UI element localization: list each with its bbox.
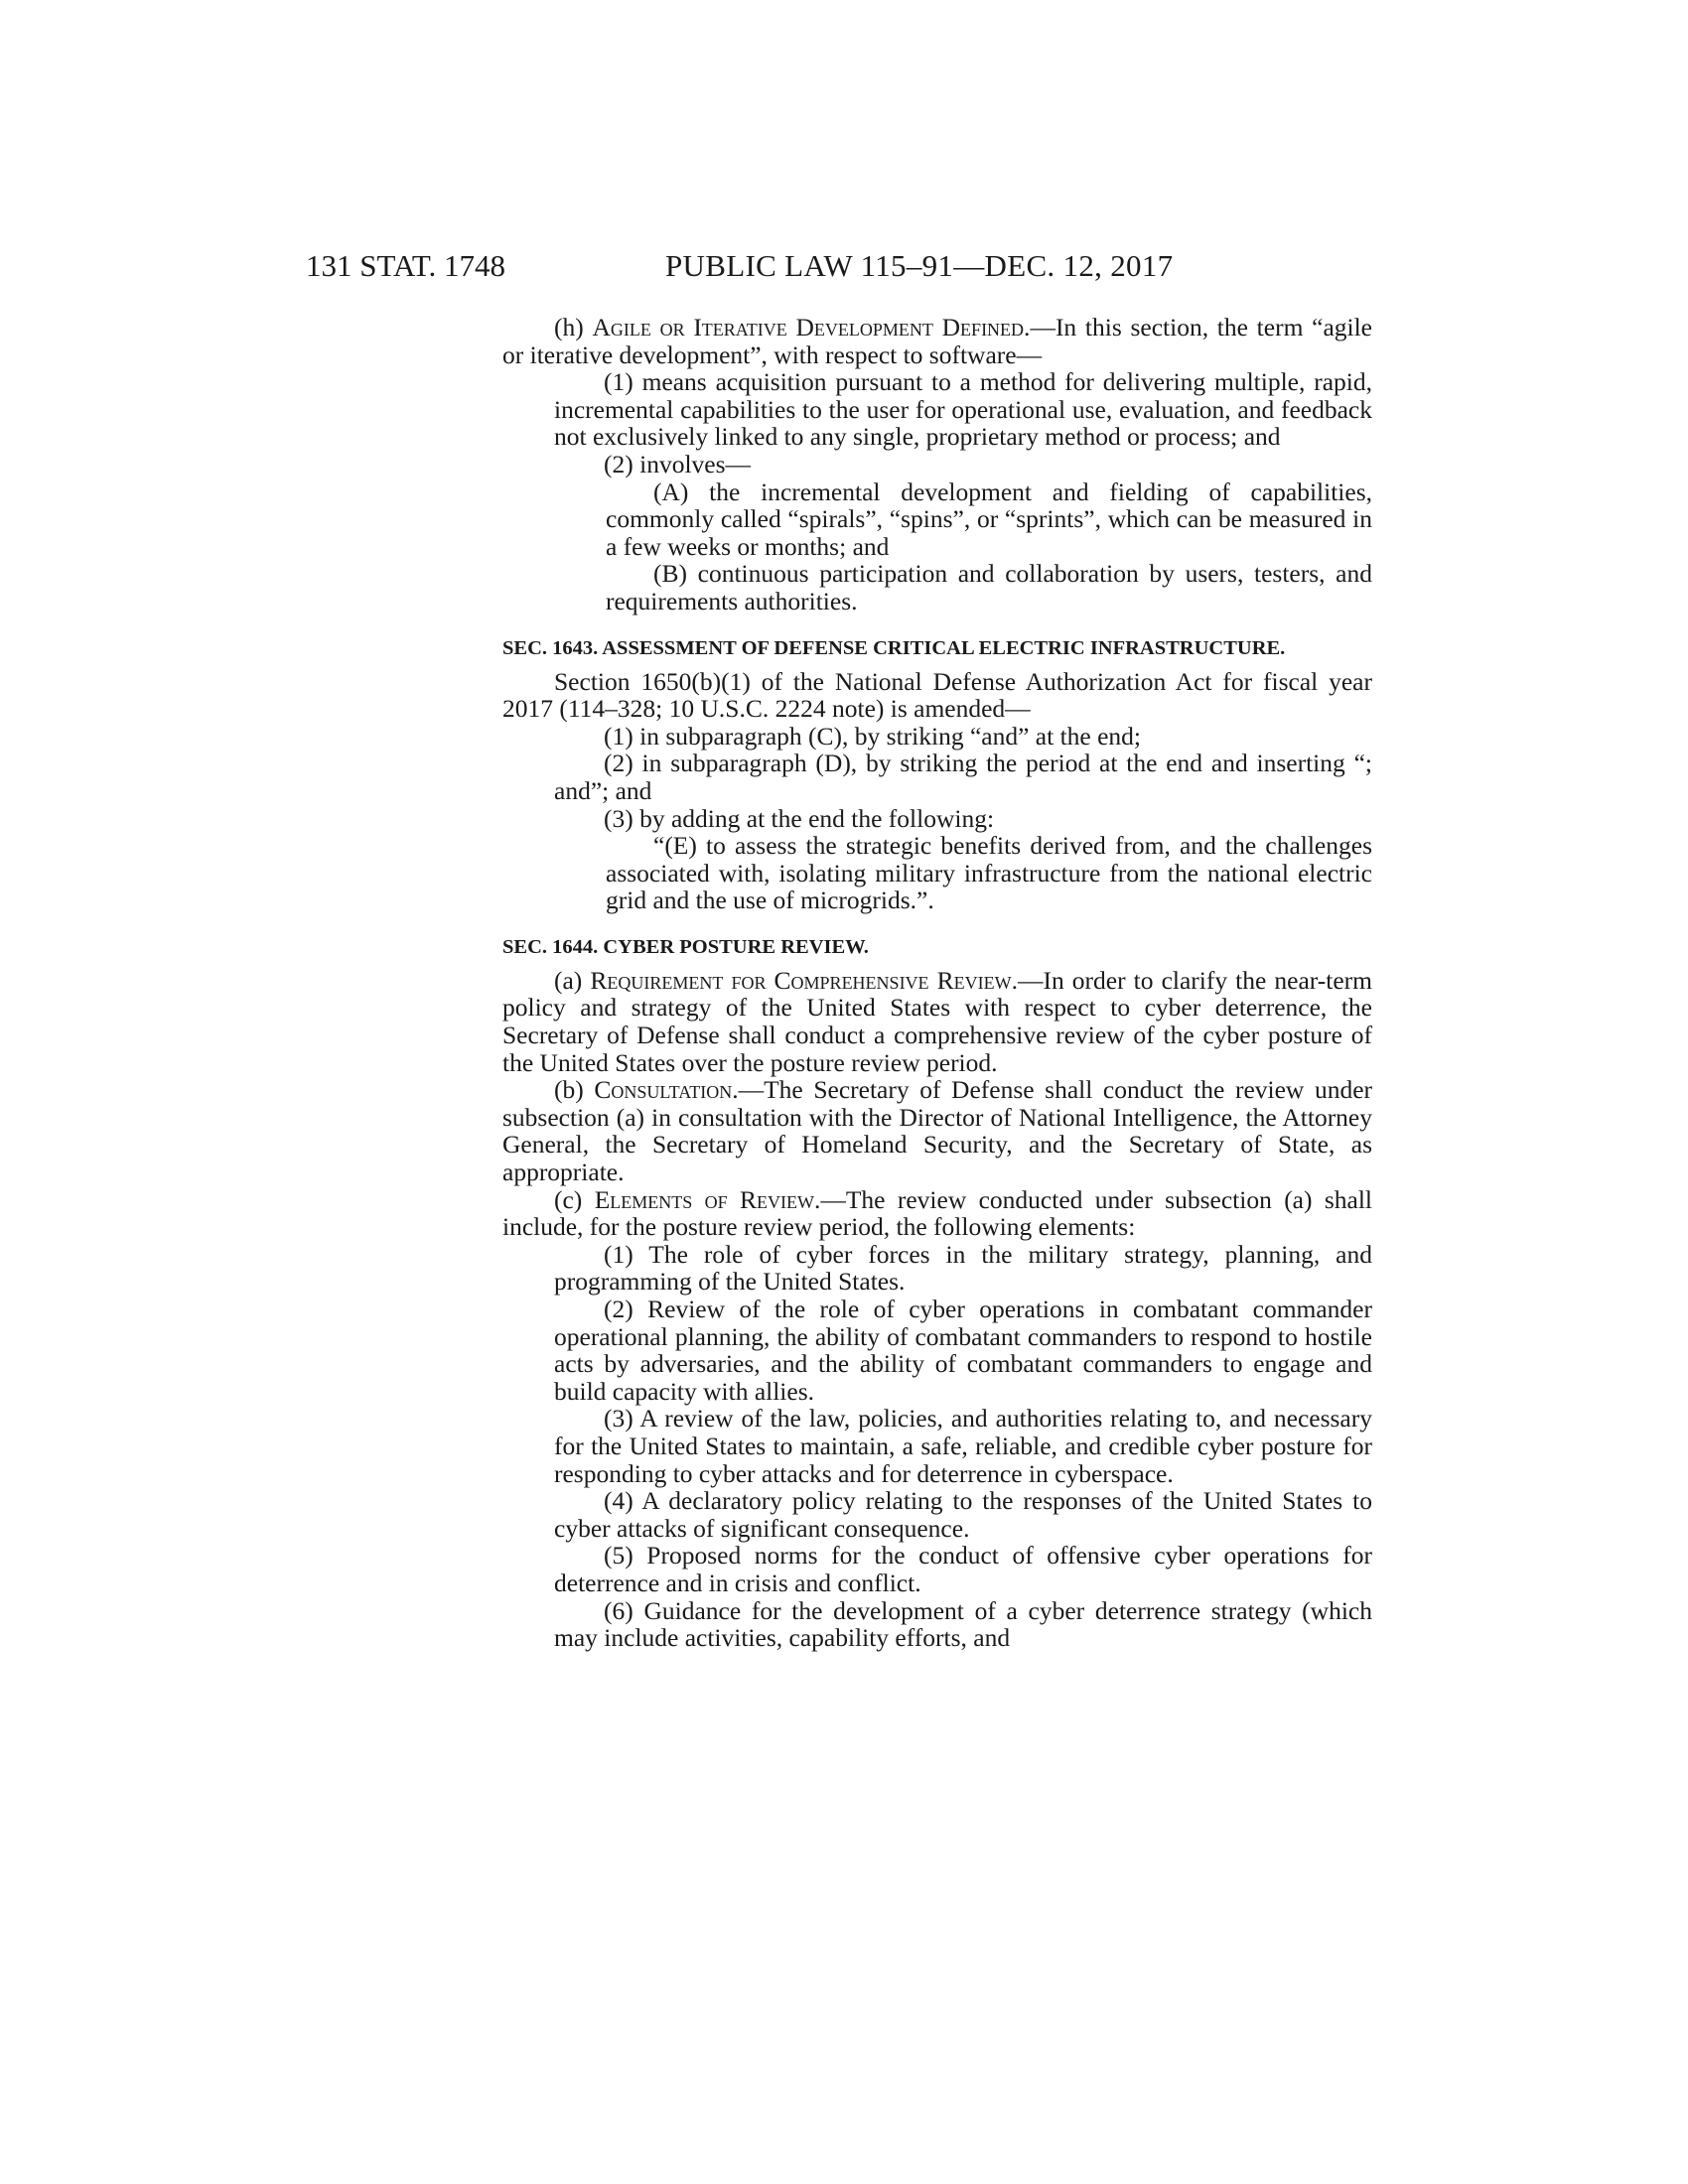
section-1643-paragraph-2: (2) in subparagraph (D), by striking the period at the end and inserting “; and”; and bbox=[554, 749, 1372, 805]
element-item-5: (5) Proposed norms for the conduct of offensive cyber operations for deterrence and in crisis and conflict. bbox=[554, 1541, 1372, 1597]
subsection-c-text: —The review conducted under subsection (a) shall include, for the posture review period, the following elements: bbox=[502, 1184, 1373, 1242]
subsection-1644-c bbox=[502, 1186, 1372, 1241]
section-1643-paragraph-1: (1) in subparagraph (C), by striking “and” at the end; bbox=[604, 721, 1142, 751]
section-1643-intro: Section 1650(b)(1) of the National Defense Authorization Act for fiscal year 2017 (114–328; 10 U.S.C. 2224 note) is amended— bbox=[502, 666, 1372, 724]
subsection-a-label: (a) bbox=[554, 965, 583, 995]
element-item-2: (2) Review of the role of cyber operations in combatant commander operational planning, the ability of combatant commanders to respond to hostile acts by adversaries, and the ability of combatant commanders to engage and build capacity with allies. bbox=[554, 1295, 1372, 1406]
subsection-1644-a bbox=[502, 967, 1372, 1076]
subsection-b-text: —The Secretary of Defense shall conduct the review under subsection (a) in consultation with the Director of National Intelligence, the Attorney General, the Secretary of Homeland Security, and the Secretary of State, as appropriate. bbox=[502, 1075, 1372, 1187]
subsection-b-label: (b) bbox=[554, 1075, 584, 1105]
element-item-3: (3) A review of the law, policies, and authorities relating to, and necessary for the United States to maintain, a safe, reliable, and credible cyber posture for responding to cyber attacks and for deterrence in cyberspace. bbox=[554, 1404, 1372, 1488]
subsection-c-label: (c) bbox=[554, 1184, 583, 1214]
section-1643-quoted-E: “(E) to assess the strategic benefits derived from, and the challenges associated with, isolating military infrastructure from the national electric grid and the use of microgrids.”. bbox=[606, 831, 1372, 915]
subsection-h-label: (h) bbox=[554, 313, 584, 341]
section-1644-heading: SEC. 1644. CYBER POSTURE REVIEW. bbox=[502, 935, 869, 958]
section-1643-paragraph-3: (3) by adding at the end the following: bbox=[604, 803, 995, 833]
paragraph-h-2: (2) involves— bbox=[604, 449, 752, 478]
subsection-b-heading: Consultation. bbox=[594, 1075, 739, 1105]
subsection-1644-b bbox=[502, 1076, 1372, 1185]
subsection-h-heading: Agile or Iterative Development Defined. bbox=[592, 313, 1031, 341]
page-header bbox=[306, 244, 1370, 288]
subsection-a-heading: Requirement for Comprehensive Review. bbox=[590, 965, 1018, 995]
paragraph-h-1: (1) means acquisition pursuant to a method for delivering multiple, rapid, incremental capabilities to the user for operational use, evaluation, and feedback not exclusively linked to any single, proprietary method or process; and bbox=[554, 367, 1372, 452]
stat-page-number: 131 STAT. 1748 bbox=[306, 248, 506, 283]
element-item-1: (1) The role of cyber forces in the military strategy, planning, and programming of the United States. bbox=[554, 1239, 1372, 1297]
subsection-a-text: —In order to clarify the near-term policy and strategy of the United States with respect to cyber deterrence, the Secretary of Defense shall conduct a comprehensive review of the cyber posture of the United States over the posture review period. bbox=[502, 965, 1372, 1077]
document-body bbox=[502, 314, 1372, 1652]
subparagraph-h-2-A: (A) the incremental development and fielding of capabilities, commonly called “spirals”, “spins”, or “sprints”, which can be measured in a few weeks or months; and bbox=[606, 477, 1372, 561]
subsection-c-heading: Elements of Review. bbox=[594, 1184, 821, 1214]
subparagraph-h-2-B: (B) continuous participation and collaboration by users, testers, and requirements authorities. bbox=[606, 559, 1372, 615]
subsection-h bbox=[502, 314, 1372, 368]
element-item-4: (4) A declaratory policy relating to the responses of the United States to cyber attacks of significant consequence. bbox=[554, 1486, 1372, 1543]
section-1643-heading: SEC. 1643. ASSESSMENT OF DEFENSE CRITICAL ELECTRIC INFRASTRUCTURE. bbox=[502, 636, 1286, 659]
element-item-6: (6) Guidance for the development of a cyber deterrence strategy (which may include activities, capability efforts, and bbox=[554, 1595, 1372, 1653]
running-head: PUBLIC LAW 115–91—DEC. 12, 2017 bbox=[665, 248, 1174, 283]
subsection-h-text: —In this section, the term “agile or iterative development”, with respect to software— bbox=[502, 313, 1372, 369]
